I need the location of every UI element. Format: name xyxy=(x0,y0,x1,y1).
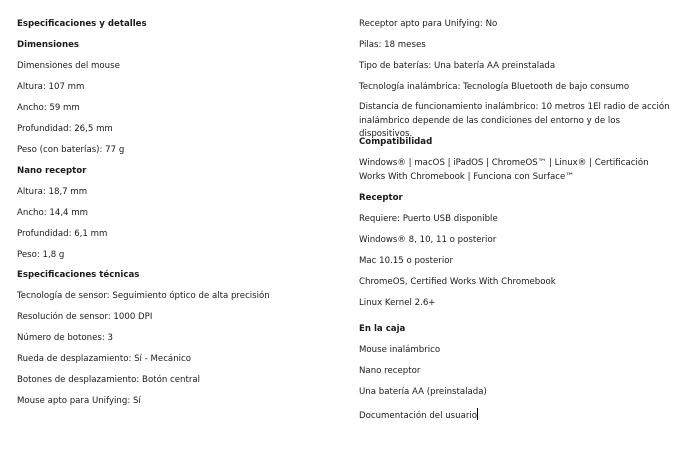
receiver-heading: Receptor xyxy=(359,193,403,203)
box-battery: Una batería AA (preinstalada) xyxy=(359,387,487,397)
nano-width: Ancho: 14,4 mm xyxy=(17,208,88,218)
compatibility-text: Windows® | macOS | iPadOS | ChromeOS™ | Linux® | Certificación Works With Chromebook | Funciona con Surface™ xyxy=(359,158,649,182)
windows-compat: Windows® 8, 10, 11 o posterior xyxy=(359,235,497,245)
scroll-buttons: Botones de desplazamiento: Botón central xyxy=(17,375,201,385)
wireless-technology: Tecnología inalámbrica: Tecnología Bluetooth de bajo consumo xyxy=(359,82,630,92)
box-docs-line[interactable] xyxy=(359,408,478,422)
receiver-requires: Requiere: Puerto USB disponible xyxy=(359,214,498,224)
tech-specs-heading: Especificaciones técnicas xyxy=(17,270,140,280)
dimensions-heading: Dimensiones xyxy=(17,40,80,50)
chromeos-compat: ChromeOS, Certified Works With Chromebook xyxy=(359,277,556,287)
box-nano-receiver: Nano receptor xyxy=(359,366,421,376)
unifying-mouse: Mouse apto para Unifying: Sí xyxy=(17,396,141,406)
mac-compat: Mac 10.15 o posterior xyxy=(359,256,454,266)
battery-type: Tipo de baterías: Una batería AA preinstalada xyxy=(359,61,556,71)
text-cursor xyxy=(477,408,478,420)
unifying-receiver: Receptor apto para Unifying: No xyxy=(359,19,498,29)
linux-compat: Linux Kernel 2.6+ xyxy=(359,298,436,308)
button-count: Número de botones: 3 xyxy=(17,333,113,343)
mouse-dimensions-label: Dimensiones del mouse xyxy=(17,61,120,71)
section-title: Especificaciones y detalles xyxy=(17,19,147,29)
nano-receiver-heading: Nano receptor xyxy=(17,166,87,176)
battery-life: Pilas: 18 meses xyxy=(359,40,426,50)
mouse-width: Ancho: 59 mm xyxy=(17,103,80,113)
sensor-resolution: Resolución de sensor: 1000 DPI xyxy=(17,312,153,322)
wireless-range: Distancia de funcionamiento inalámbrico: 10 metros 1El radio de acción inalámbrico depende de las condiciones del entorno y de los dispositivos. xyxy=(359,102,670,139)
box-mouse: Mouse inalámbrico xyxy=(359,345,441,355)
mouse-weight: Peso (con baterías): 77 g xyxy=(17,145,125,155)
mouse-depth: Profundidad: 26,5 mm xyxy=(17,124,113,134)
mouse-height: Altura: 107 mm xyxy=(17,82,85,92)
compatibility-heading: Compatibilidad xyxy=(359,137,433,147)
nano-height: Altura: 18,7 mm xyxy=(17,187,88,197)
box-documentation: Documentación del usuario xyxy=(359,411,478,421)
in-box-heading: En la caja xyxy=(359,324,406,334)
nano-weight: Peso: 1,8 g xyxy=(17,250,65,260)
sensor-technology: Tecnología de sensor: Seguimiento óptico de alta precisión xyxy=(17,291,270,301)
scroll-wheel: Rueda de desplazamiento: Sí - Mecánico xyxy=(17,354,192,364)
nano-depth: Profundidad: 6,1 mm xyxy=(17,229,108,239)
